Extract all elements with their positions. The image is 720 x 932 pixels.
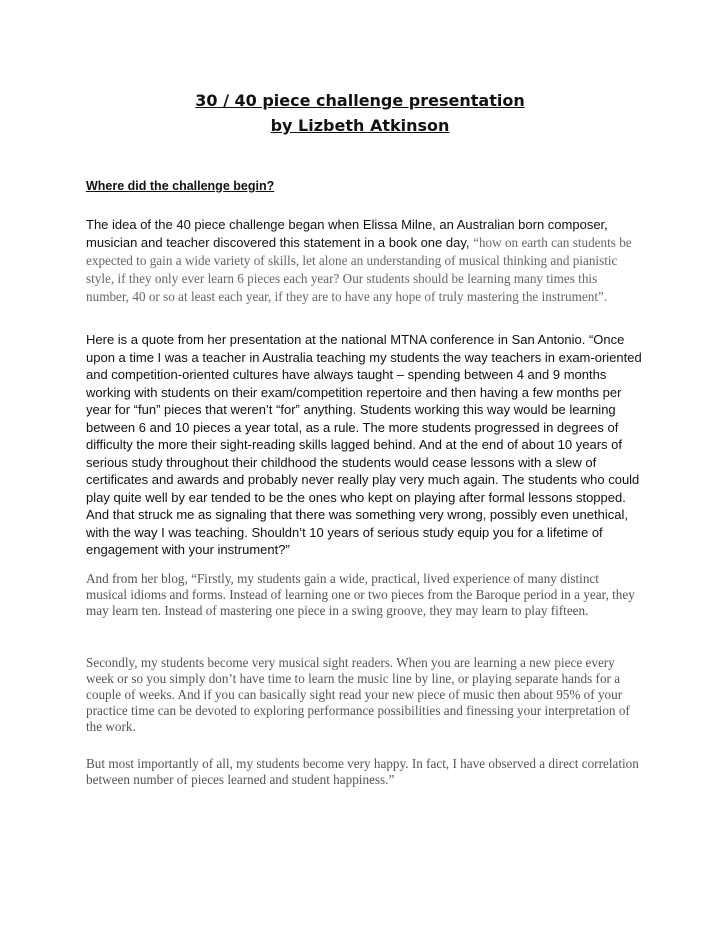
paragraph-2 bbox=[86, 331, 642, 559]
paragraph-5-text: But most importantly of all, my students become very happy. In fact, I have observed a direct correlation between number of pieces learned and student happiness.” bbox=[86, 756, 639, 787]
paragraph-4 bbox=[86, 655, 642, 735]
paragraph-1-intro: The idea of the 40 piece challenge began when Elissa Milne, an Australian born composer, musician and teacher discovered this statement in a book one day, bbox=[86, 217, 608, 250]
paragraph-5 bbox=[86, 756, 642, 788]
paragraph-2-text: Here is a quote from her presentation at the national MTNA conference in San Antonio. “Once upon a time I was a teacher in Australia teaching my students the way teachers in exam-oriented and competition-oriented cultures have always taught – spending between 4 and 9 months working with students on their exam/competition repertoire and then having a few months per year for “fun” pieces that weren’t “for” anything. Students working this way would be learning between 6 and 10 pieces a year total, as a rule. The more students progressed in degrees of difficulty the more their sight-reading skills lagged behind. And at the end of about 10 years of serious study throughout their childhood the students would cease lessons with a slew of certificates and awards and probably never really play very much again. The students who could play quite well by ear tended to be the ones who kept on playing after formal lessons stopped. And that struck me as signaling that there was something very wrong, possibly even unethical, with the way I was teaching. Shouldn’t 10 years of serious study equip you for a lifetime of engagement with your instrument?” bbox=[86, 332, 642, 557]
paragraph-1 bbox=[86, 216, 642, 306]
paragraph-3-text: And from her blog, “Firstly, my students gain a wide, practical, lived experience of many distinct musical idioms and forms. Instead of learning one or two pieces from the Baroque period in a year, they may learn ten. Instead of mastering one piece in a swing groove, they may learn to play fifteen. bbox=[86, 571, 635, 618]
paragraph-3 bbox=[86, 571, 642, 619]
title-line-1: 30 / 40 piece challenge presentation bbox=[195, 91, 525, 110]
document-title bbox=[0, 88, 720, 138]
section-heading: Where did the challenge begin? bbox=[86, 179, 275, 193]
paragraph-4-text: Secondly, my students become very musical sight readers. When you are learning a new piece every week or so you simply don’t have time to learn the music line by line, or playing separate hands for a couple of weeks. And if you can basically sight read your new piece of music then about 95% of your practice time can be devoted to exploring performance possibilities and finessing your interpretation of the work. bbox=[86, 655, 630, 734]
title-line-2: by Lizbeth Atkinson bbox=[270, 116, 450, 135]
paragraph-1-quote: “how on earth can students be expected to gain a wide variety of skills, let alone an understanding of musical thinking and pianistic style, if they only ever learn 6 pieces each year? Our students should be learning many times this number, 40 or so at least each year, if they are to have any hope of truly mastering the instrument”. bbox=[86, 235, 632, 304]
